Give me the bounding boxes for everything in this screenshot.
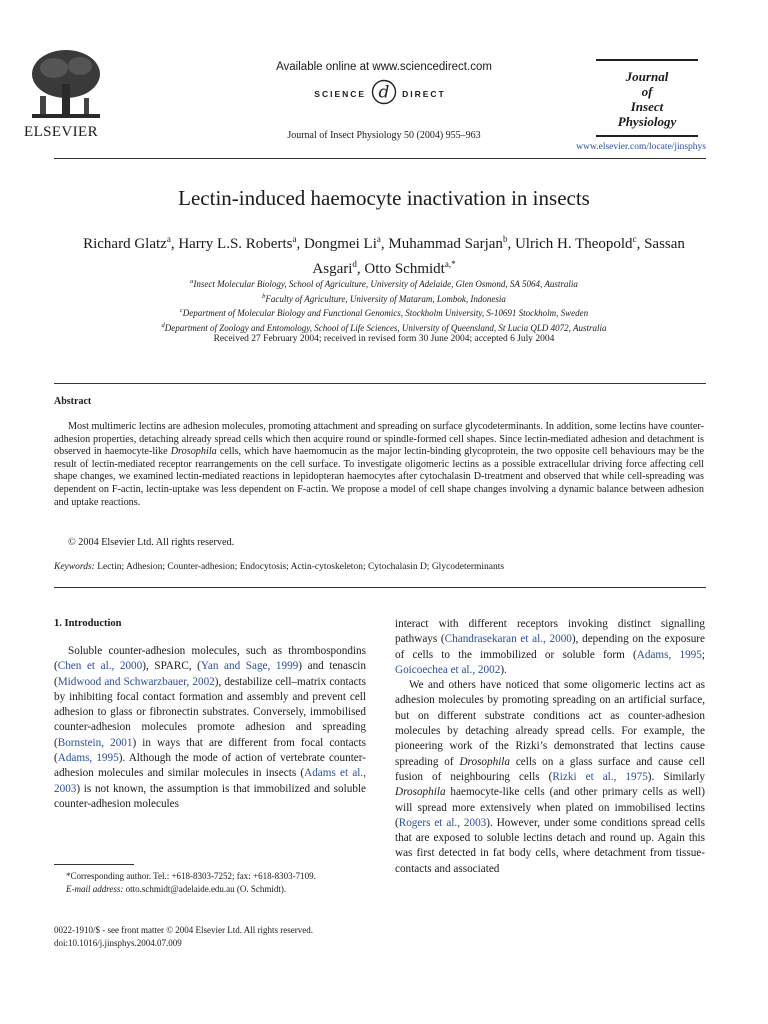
footnote-rule	[54, 864, 134, 865]
footnote-block	[54, 870, 366, 896]
abstract-heading: Abstract	[54, 396, 92, 407]
journal-name-line: Insect	[630, 99, 664, 114]
journal-name-line: Physiology	[617, 114, 677, 129]
column-left-paragraph: Soluble counter-adhesion molecules, such as thrombospondins (Chen et al., 2000), SPARC, (Yan and Sage, 1999) and tenascin (Midwood and Schwarzbauer, 2002), destabilize cell–matrix contacts by inhibiting focal contact formation and assembly and prevent cell adhesion to glass or fibronectin substrates. Conversely, immobilised counter-adhesion molecules promote adhesion and spreading (Bornstein, 2001) in ways that are different from focal contacts (Adams, 1995). Although the mode of action of vertebrate counter-adhesion molecules and similar molecules in insects (Adams et al., 2003) is not known, the assumption is that immobilized and soluble counter-adhesion molecules	[54, 645, 366, 810]
affiliation-text: Department of Molecular Biology and Functional Genomics, Stockholm University, S-10691 Stockholm, Sweden	[182, 308, 589, 318]
available-online-text: Available online at www.sciencedirect.com	[276, 61, 492, 73]
author-name: Muhammad Sarjan	[388, 236, 503, 252]
front-matter-line: 0022-1910/$ - see front matter © 2004 Elsevier Ltd. All rights reserved.	[54, 925, 314, 935]
abstract-top-divider	[54, 383, 706, 384]
corresponding-author-note: *Corresponding author. Tel.: +618-8303-7252; fax: +618-8303-7109.	[66, 871, 316, 881]
citation-link[interactable]: Adams, 1995	[57, 752, 119, 765]
affiliation-list	[40, 276, 728, 334]
doi-line: doi:10.1016/j.jinsphys.2004.07.009	[54, 938, 182, 948]
author-name: Harry L.S. Roberts	[178, 236, 293, 252]
affiliation-mark: a	[190, 278, 194, 285]
author-name: Ulrich H. Theopold	[514, 236, 633, 252]
email-label: E-mail address:	[66, 884, 124, 894]
author-name: Sassan Asgari	[312, 236, 685, 277]
section-heading-introduction: 1. Introduction	[54, 618, 122, 629]
header-divider	[54, 158, 706, 159]
citation-link[interactable]: Midwood and Schwarzbauer, 2002	[57, 675, 215, 688]
citation-link[interactable]: Adams et al., 2003	[54, 767, 366, 795]
sciencedirect-left-word: SCIENCE	[314, 89, 367, 99]
author-affiliation-mark: b	[502, 234, 508, 244]
author-list: Richard Glatz$^a$, Harry L.S. Roberts$^a$, Dongmei Li$^a$, Muhammad Sarjan$^b$, Ulrich H. Theopold$^c$, Sassan Asgari$^d$, Otto Schmidt$^{a,*}$	[83, 234, 685, 277]
affiliation-mark: d	[161, 321, 165, 329]
author-name: Richard Glatz	[83, 236, 167, 252]
journal-url-link[interactable]: www.elsevier.com/locate/jinsphys	[576, 142, 706, 152]
author-affiliation-mark: a	[376, 234, 381, 244]
journal-citation: Journal of Insect Physiology 50 (2004) 955–963	[287, 130, 481, 141]
citation-link[interactable]: Yan and Sage, 1999	[200, 660, 299, 673]
keywords-label: Keywords:	[54, 562, 95, 572]
email-address: otto.schmidt@adelaide.edu.au (O. Schmidt).	[123, 884, 287, 894]
author-affiliation-mark: a,*	[444, 259, 456, 269]
italic-term: Drosophila	[170, 446, 217, 458]
journal-name-box	[596, 59, 698, 137]
abstract-bottom-divider	[54, 587, 706, 588]
copyright-text: © 2004 Elsevier Ltd. All rights reserved.	[68, 537, 235, 548]
italic-term: Drosophila	[395, 786, 446, 799]
sciencedirect-right-word: DIRECT	[402, 89, 446, 99]
author-affiliation-mark: d	[352, 259, 357, 269]
keywords-line	[54, 562, 504, 572]
affiliation-line	[40, 320, 728, 335]
affiliation-line	[40, 276, 728, 291]
affiliation-line	[40, 291, 728, 306]
elsevier-tree-logo	[26, 44, 106, 124]
sciencedirect-logo	[250, 80, 510, 108]
author-affiliation-mark: a	[166, 234, 171, 244]
citation-link[interactable]: Rizki et al., 1975	[552, 770, 648, 783]
article-title: Lectin-induced haemocyte inactivation in insects	[178, 186, 590, 210]
affiliation-text: Faculty of Agriculture, University of Mataram, Lombok, Indonesia	[265, 293, 506, 304]
italic-term: Drosophila	[459, 755, 511, 768]
author-name: Dongmei Li	[303, 236, 377, 252]
front-matter-block	[54, 924, 374, 950]
author-affiliation-mark: a	[292, 234, 297, 244]
citation-link[interactable]: Chandrasekaran et al., 2000	[444, 633, 572, 646]
sciencedirect-d-icon	[371, 79, 397, 110]
publisher-logo-text: ELSEVIER	[24, 124, 99, 140]
abstract-text: Most multimeric lectins are adhesion molecules, promoting attachment and spreading on surface glycodeterminants. In addition, some lectins have counter-adhesion properties, detaching already spread cells which then acquire round or spindle-formed cell shapes. Since lectin-mediated adhesion and detachment is observed in haemocyte-like Drosophila cells, which have haemomucin as the major lectin-binding glycoprotein, the two opposite cell behaviours may be the result of lectin-mediated receptor rearrangements on the cell surface. To investigate oligomeric lectins as a possible extracellular driving force affecting cell shape changes, we examined lectin-mediated reactions in lepidopteran haemocytes after cytochalasin D-treatment and observed that while cell-spreading was dependent on F-actin, lectin-uptake was less dependent on F-actin. We propose a model of cell shape changes involving a dynamic balance between adhesion and uptake reactions.	[54, 421, 704, 508]
affiliation-mark: b	[262, 292, 266, 300]
email-note	[54, 883, 366, 896]
journal-name-line: of	[641, 84, 653, 99]
author-affiliation-mark: c	[632, 234, 637, 244]
author-name: Otto Schmidt	[364, 261, 445, 277]
column-right-paragraph-2: We and others have noticed that some oligomeric lectins act as adhesion molecules by promoting spreading on an artificial surface, but on different substrate conditions act as counter-adhesion molecules by detaching already spread cells. For example, the pioneering work of the Rizki’s demonstrated that lectins cause spreading of Drosophila cells on a glass surface and cause cell fusion of neighbouring cells (Rizki et al., 1975). Similarly Drosophila haemocyte-like cells (and other primary cells as well) will spread more extensively when plated on immobilised lectins (Rogers et al., 2003). However, under some conditions spread cells that are exposed to soluble lectins detach and round up. Again this was first detected in fat body cells, where detachment from tissue-contacts and associated	[395, 679, 706, 875]
column-right	[395, 617, 705, 877]
affiliation-mark: c	[179, 307, 183, 314]
svg-text:d: d	[378, 82, 390, 102]
citation-link[interactable]: Rogers et al., 2003	[398, 816, 487, 829]
citation-link[interactable]: Bornstein, 2001	[57, 736, 133, 749]
received-dates: Received 27 February 2004; received in revised form 30 June 2004; accepted 6 July 2004	[213, 334, 555, 344]
journal-name-line: Journal	[625, 69, 669, 84]
column-right-paragraph-1: interact with different receptors invoking distinct signalling pathways (Chandrasekaran et al., 2000), depending on the exposure of cells to the immobilized or soluble form (Adams, 1995; Goicoechea et al., 2002).	[395, 618, 705, 676]
affiliation-text: Department of Zoology and Entomology, School of Life Sciences, University of Queensland, St Lucia QLD 4072, Australia	[164, 322, 607, 333]
keywords-list: Lectin; Adhesion; Counter-adhesion; Endocytosis; Actin-cytoskeleton; Cytochalasin D; Glycodeterminants	[97, 562, 505, 572]
citation-link[interactable]: Chen et al., 2000	[57, 660, 143, 673]
affiliation-line	[40, 305, 728, 320]
citation-link[interactable]: Adams, 1995	[636, 648, 702, 661]
citation-link[interactable]: Goicoechea et al., 2002	[395, 663, 501, 676]
affiliation-text: Insect Molecular Biology, School of Agriculture, University of Adelaide, Glen Osmond, SA 5064, Australia	[193, 279, 578, 289]
